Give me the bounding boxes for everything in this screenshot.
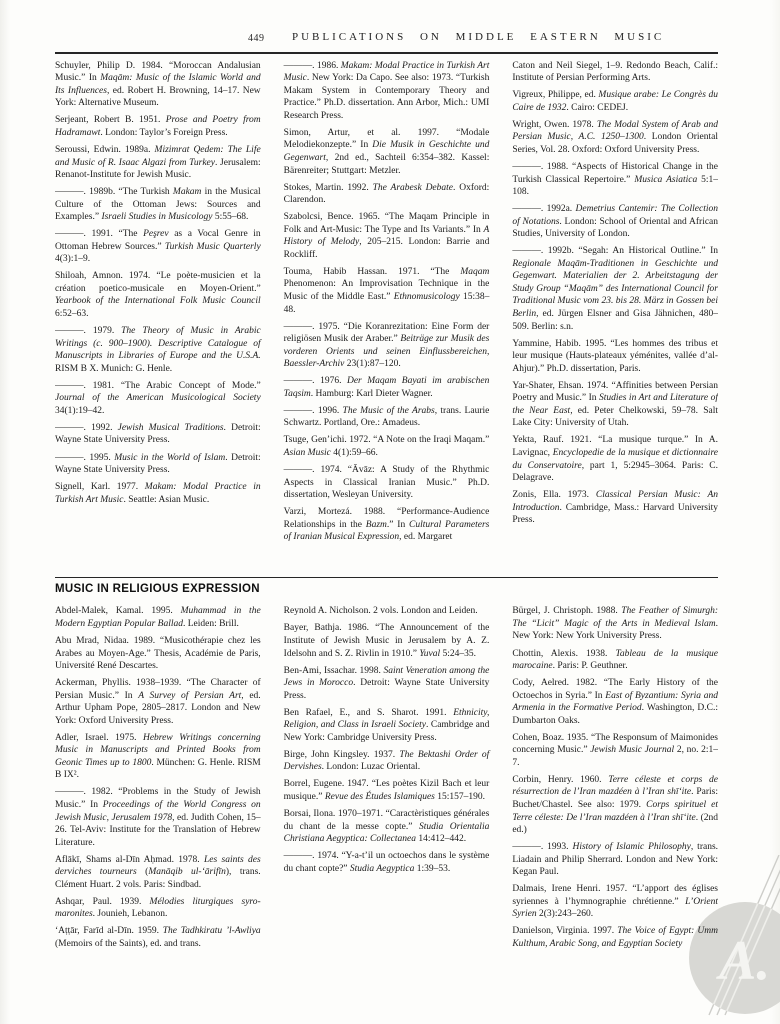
bibliography-entry: ———. 1995. Music in the World of Islam. Detroit: Wayne State University Press. — [55, 452, 261, 476]
bibliography-entry: Wright, Owen. 1978. The Modal System of Arab and Persian Music, A.C. 1250–1300. London Oriental Series, Vol. 28. Oxford: Oxford University Press. — [512, 119, 718, 155]
bibliography-entry: ———. 1979. The Theory of Music in Arabic Writings (c. 900–1900). Descriptive Catalogue of Manuscripts in Libraries of Europe and the U.S.A. RISM B X. Munich: G. Henle. — [55, 326, 261, 374]
bibliography-entry: Yar-Shater, Ehsan. 1974. “Affinities between Persian Poetry and Music.” In Studies in Art and Literature of the Near East, ed. Peter Chelkowski, 59–78. Salt Lake City: University of Utah. — [512, 380, 718, 429]
bibliography-entry: Corbin, Henry. 1960. Terre céleste et corps de résurrection de l’Iran mazdéen à l’Iran shī‘ite. Paris: Buchet/Chastel. See also: 1979. Corps spirituel et Terre céleste: De l’Iran mazdéen à l’Iran shī‘ite. (2nd ed.) — [512, 774, 718, 836]
page-header — [55, 0, 718, 52]
bibliography-entry: ———. 1996. The Music of the Arabs, trans. Laurie Schwartz. Portland, Ore.: Amadeus. — [283, 405, 490, 429]
bibliography-column-3 — [512, 60, 718, 577]
bibliography-entry: Borrel, Eugene. 1947. “Les poètes Kizil Bach et leur musique.” Revue des Études Islamiques 15:157–190. — [283, 779, 490, 802]
bibliography-column-2 — [284, 60, 490, 577]
bibliography-entry: Shiloah, Amnon. 1974. “Le poète-musicien et la création poetico-musicale en Moyen-Orient.” Yearbook of the International Folk Music Council 6:52–63. — [55, 271, 261, 320]
bibliography-entry: Bayer, Bathja. 1986. “The Announcement of the Institute of Jewish Music in Jerusalem by A. Z. Idelsohn and S. Z. Rivlin in 1910.” Yuval 5:24–35. — [283, 623, 490, 659]
bibliography-entry: Bürgel, J. Christoph. 1988. The Feather of Simurgh: The “Licit” Magic of the Arts in Medieval Islam. New York: New York University Press. — [512, 606, 718, 642]
bibliography-entry: Signell, Karl. 1977. Makam: Modal Practice in Turkish Art Music. Seattle: Asian Music. — [55, 482, 261, 505]
bibliography-entry: Ben-Ami, Issachar. 1998. Saint Veneration among the Jews in Morocco. Detroit: Wayne State University Press. — [283, 665, 490, 701]
running-head: PUBLICATIONS ON MIDDLE EASTERN MUSIC — [292, 31, 665, 43]
section-divider — [55, 577, 718, 579]
bibliography-entry: Touma, Habib Hassan. 1971. “The Maqam Phenomenon: An Improvisation Technique in the Music of the Middle East.” Ethnomusicology 15:38–48. — [283, 266, 490, 315]
bibliography-entry: Abu Mrad, Nidaa. 1989. “Musicothérapie chez les Arabes au Moyen-Age.” Thesis, Académie de Paris, Université René Descartes. — [55, 635, 261, 672]
bibliography-entry: ———. 1992b. “Segah: An Historical Outline.” In Regionale Maqām-Traditionen in Geschichte und Gegenwart. Materialien der 2. Arbeitstagung der Study Group “Maqām” des International Council for Traditional Music vom 23. bis 28. März in Gossen bei Berlin, ed. Jürgen Elsner and Gisa Jähnichen, 480–509. Berlin: s.n. — [512, 246, 718, 332]
bibliography-entry: ———. 1982. “Problems in the Study of Jewish Music.” In Proceedings of the World Congress on Jewish Music, Jerusalem 1978, ed. Judith Cohen, 15–26. Tel-Aviv: Institute for the Translation of Hebrew Literature. — [55, 787, 261, 848]
bibliography-entry: Schuyler, Philip D. 1984. “Moroccan Andalusian Music.” In Maqām: Music of the Islamic World and Its Influences, ed. Robert H. Browning, 14–17. New York: Alternative Museum. — [55, 60, 261, 109]
section-heading: MUSIC IN RELIGIOUS EXPRESSION — [55, 583, 260, 596]
bibliography-entry: ———. 1993. History of Islamic Philosophy, trans. Liadain and Philip Sherrard. London and New York: Kegan Paul. — [512, 842, 718, 878]
religious-column-1 — [55, 605, 261, 1024]
bibliography-entry: Ben Rafael, E., and S. Sharot. 1991. Ethnicity, Religion, and Class in Israeli Society. Cambridge and New York: Cambridge University Press. — [283, 707, 490, 743]
bibliography-entry: ‘Aṭṭār, Farīd al-Dīn. 1959. The Tadhkiratu ’l-Awliya (Memoirs of the Saints), ed. and trans. — [55, 926, 261, 949]
bibliography-entry: Vigreux, Philippe, ed. Musique arabe: Le Congrès du Caire de 1932. Cairo: CEDEJ. — [512, 90, 718, 113]
bibliography-entry: Yekta, Rauf. 1921. “La musique turque.” In A. Lavignac, Encyclopedie de la musique et dictionnaire du Conservatoire, part 1, 5:2945–3064. Paris: C. Delagrave. — [512, 435, 718, 484]
bibliography-entry: Szabolcsi, Bence. 1965. “The Maqam Principle in Folk and Art-Music: The Type and Its Variants.” In A History of Melody, 205–215. London: Barrie and Rockliff. — [283, 212, 490, 260]
bibliography-top-section — [55, 54, 718, 577]
bibliography-entry: Ackerman, Phyllis. 1938–1939. “The Character of Persian Music.” In A Survey of Persian Art, ed. Arthur Upham Pope, 2805–2817. London and New York: Oxford University Press. — [55, 678, 261, 726]
bibliography-entry: Danielson, Virginia. 1997. The Voice of Egypt: Umm Kulthum, Arabic Song, and Egyptian Society — [512, 926, 718, 949]
bibliography-entry: ———. 1986. Makam: Modal Practice in Turkish Art Music. New York: Da Capo. See also: 1973. “Turkish Makam System in Contemporary Theory and Practice.” Ph.D. dissertation. Ann Arbor, Mich.: UMI Research Press. — [283, 60, 490, 121]
bibliography-entry: Yammine, Habib. 1995. “Les hommes des tribus et leur musique (Hauts-plateaux yéménites, vallée d’al-Ahjur).” Ph.D. dissertation, Paris. — [512, 338, 718, 374]
bibliography-entry: Birge, John Kingsley. 1937. The Bektashi Order of Dervishes. London: Luzac Oriental. — [283, 749, 490, 773]
bibliography-entry: Reynold A. Nicholson. 2 vols. London and Leiden. — [283, 606, 478, 617]
bibliography-entry: ———. 1976. Der Maqam Bayati im arabischen Taqsim. Hamburg: Karl Dieter Wagner. — [283, 376, 490, 399]
bibliography-religious-section — [55, 603, 718, 1024]
bibliography-entry: Ashqar, Paul. 1939. Mélodies liturgiques syro-maronites. Jounieh, Lebanon. — [55, 896, 261, 920]
bibliography-entry: Seroussi, Edwin. 1989a. Mizimrat Qedem: The Life and Music of R. Isaac Algazi from Turkey. Jerusalem: Renanot-Institute for Jewish Music. — [55, 144, 261, 181]
bibliography-entry: ———. 1992a. Demetrius Cantemir: The Collection of Notations. London: School of Oriental and African Studies, University of London. — [512, 204, 718, 240]
bibliography-entry: Serjeant, Robert B. 1951. Prose and Poetry from Hadramawt. London: Taylor’s Foreign Press. — [55, 115, 261, 138]
bibliography-entry: ———. 1989b. “The Turkish Makam in the Musical Culture of the Ottoman Jews: Sources and Examples.” Israeli Studies in Musicology 5:55–68. — [55, 187, 261, 223]
bibliography-entry: Adler, Israel. 1975. Hebrew Writings concerning Music in Manuscripts and Printed Books from Geonic Times up to 1800. München: G. Henle. RISM B IX². — [55, 732, 261, 781]
bibliography-entry: Aflākī, Shams al-Dīn Aḥmad. 1978. Les saints des derviches tourneurs (Manāqib ul-‘ārifīn), trans. Clément Huart. 2 vols. Paris: Sindbad. — [55, 854, 261, 890]
bibliography-entry: Varzi, Mortezá. 1988. “Performance-Audience Relationships in the Bazm.” In Cultural Parameters of Iranian Musical Expression, ed. Margaret — [283, 507, 490, 543]
bibliography-entry: ———. 1981. “The Arabic Concept of Mode.” Journal of the American Musicological Society 34(1):19–42. — [55, 380, 261, 416]
bibliography-entry: Borsai, Ilona. 1970–1971. “Caractèristiques générales du chant de la messe copte.” Studia Orientalia Christiana Aegyptica: Collectanea 14:412–442. — [283, 809, 490, 845]
bibliography-entry: Stokes, Martin. 1992. The Arabesk Debate. Oxford: Clarendon. — [283, 182, 490, 206]
bibliography-entry: ———. 1974. “Āvāz: A Study of the Rhythmic Aspects in Classical Iranian Music.” Ph.D. dissertation, Wesleyan University. — [283, 465, 490, 501]
bibliography-entry: Cody, Aelred. 1982. “The Early History of the Octoechos in Syria.” In East of Byzantium: Syria and Armenia in the Formative Period. Washington, D.C.: Dumbarton Oaks. — [512, 678, 718, 726]
bibliography-entry: ———. 1974. “Y-a-t’il un octoechos dans le système du chant copte?” Studia Aegyptica 1:39–53. — [283, 851, 490, 874]
bibliography-entry: Abdel-Malek, Kamal. 1995. Muhammad in the Modern Egyptian Popular Ballad. Leiden: Brill. — [55, 606, 261, 629]
bibliography-entry: Tsuge, Gen’ichi. 1972. “A Note on the Iraqi Maqam.” Asian Music 4(1):59–66. — [283, 435, 490, 458]
bibliography-entry: Cohen, Boaz. 1935. “The Responsum of Maimonides concerning Music.” Jewish Music Journal 2, no. 2:1–7. — [512, 732, 718, 768]
religious-column-2 — [284, 605, 490, 1024]
bibliography-entry: ———. 1992. Jewish Musical Traditions. Detroit: Wayne State University Press. — [55, 422, 261, 446]
bibliography-entry: Chottin, Alexis. 1938. Tableau de la musique marocaine. Paris: P. Geuthner. — [512, 648, 718, 672]
bibliography-entry: Caton and Neil Siegel, 1–9. Redondo Beach, Calif.: Institute of Persian Performing Arts. — [512, 60, 718, 84]
bibliography-entry: Dalmais, Irene Henri. 1957. “L’apport des églises syriennes à l’hymnographie chrétienne.” L’Orient Syrien 2(3):243–260. — [512, 884, 718, 920]
bibliography-entry: ———. 1975. “Die Koranrezitation: Eine Form der religiösen Musik der Araber.” Beiträge zur Musik des vorderen Orients und seinen Einflussbereichen, Baessler-Archiv 23(1):87–120. — [283, 321, 490, 370]
bibliography-entry: ———. 1991. “The Peşrev as a Vocal Genre in Ottoman Hebrew Sources.” Turkish Music Quarterly 4(3):1–9. — [55, 229, 261, 265]
page-number: 449 — [248, 33, 265, 44]
bibliography-entry: Simon, Artur, et al. 1997. “Modale Melodiekonzepte.” In Die Musik in Geschichte und Gegenwart, 2nd ed., Sachteil 6:354–382. Kassel: Bärenreiter; Stuttgart: Metzler. — [283, 127, 490, 176]
watermark-letter: A. — [719, 930, 771, 992]
bibliography-entry: Zonis, Ella. 1973. Classical Persian Music: An Introduction. Cambridge, Mass.: Harvard University Press. — [512, 490, 718, 526]
bibliography-entry: ———. 1988. “Aspects of Historical Change in the Turkish Classical Repertoire.” Musica Asiatica 5:1–108. — [512, 162, 718, 198]
bibliography-column-1 — [55, 60, 261, 577]
religious-column-3 — [512, 605, 718, 1024]
